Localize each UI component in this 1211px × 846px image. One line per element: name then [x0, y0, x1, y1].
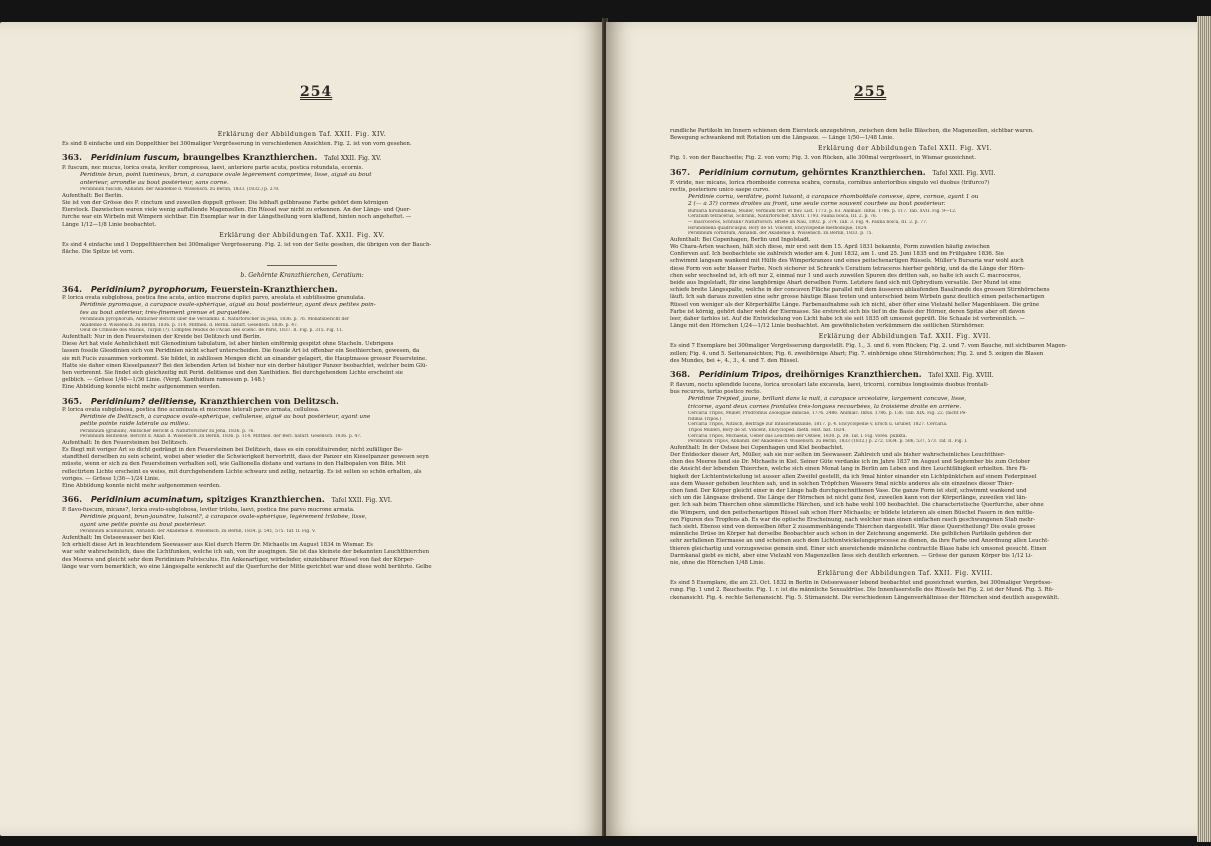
citation: Peridinium cornutum, Abhandl. der Akademie d. Wissensch. zu Berlin, 1833. p. 75. [688, 231, 873, 237]
species-number: 365. [62, 395, 82, 406]
right-page-text [670, 128, 1140, 602]
text-line: war sehr wahrscheinlich, dass die Lichtfunken, welche ich sah, von ihr ausgingen. Sie ist das kleinste der bekannten Leuchtthierchen [62, 549, 430, 556]
text-line: fläche. Die Spitze ist vorn. [62, 249, 135, 256]
text-line: Aufenthalt: Bei Copenhagen, Berlin und Ingolstadt. [670, 236, 811, 243]
left-page-text [62, 128, 542, 571]
figure-caption: Erklärung der Abbildungen Taf. XXII. Fig. XV. [219, 231, 385, 239]
text-line: Eine Abbildung konnte nicht mehr aufgenommen werden. [62, 483, 221, 490]
text-line: hen verbrennt. Sie findet sich gleichzeitig mit Perid. delitiense und den Xanthidien. Bei durchgehendem Lichte erscheint sie [62, 370, 403, 377]
text-line: nie, ohne die Hörnchen 1/48 Linie. [670, 560, 766, 567]
species-heading [62, 395, 542, 407]
french-description: petite pointe raide latérale au milieu. [80, 421, 190, 428]
text-line: Länge mit den Hörnchen 1/24—1/12 Linie beobachtet. Am gewöhnlichsten verkümmern die seitlichen Stirnhörner. [670, 323, 985, 330]
text-line: Fig. 1. von der Bauchseite; Fig. 2. von vorn; Fig. 3. von Rücken, alle 300mal vergrössert, in Wismar gezeichnet. [670, 155, 976, 162]
text-line: Wo Chara-Arten wachsen, hält sich diese, mir erst seit dem 15. April 1831 bekannte, Form zuweilen häufig zwischen [670, 244, 990, 250]
text-line: Es sind 8 einfache und ein Doppelthier bei 300maliger Vergrösserung in verschiedenen Ansichten. Fig. 2. ist von vorn gesehen. [62, 141, 412, 147]
species-name: Peridinium? delitiense, [90, 395, 197, 406]
section-title: b. Gehörnte Kranzthierchen, Ceratium: [240, 272, 364, 280]
french-description: Péridinie de Delitzsch, à carapace ovale-sphérique, cellulense, aiguë au bout postérieur, ayant une [80, 413, 371, 420]
citation: Tripos Mülleri, Bory de St. Vincent, Encycloped. méth. Hist. nat. 1824. [688, 428, 846, 434]
text-line: Aufenthalt: In den Feuersteinen bei Delitzsch. [62, 439, 189, 446]
text-line: schiefe breite Längsspalte, welche in der concaven Fläche parallel mit dem äusseren ablaufenden Basalrande des grossen Stirnhörnchens [670, 287, 1050, 294]
text-line: higkeit der Lichtentwickelung ist ausser allen Zweifel gestellt, da ich 9mal hinter einander ein Lichtpünktchen auf einem Federpinsel [670, 473, 1037, 480]
text-line: lassen fossile Gleodinien sich von Peridinien nicht scharf unterscheiden. Die fossile Art ist offenbar ein Seethierchen, gewesen, da [62, 348, 420, 355]
page-number-left: 254 [300, 84, 333, 100]
text-line: Aufenthalt: Im Ostseewasser bei Kiel. [62, 534, 166, 541]
text-line: ckenansicht. Fig. 4. rechte Seitenansicht. Fig. 5. Stirnansicht. Die verschiedenen Längenverhältnisse der Hörnchen sind deutlich ausgewählt. [670, 594, 1060, 601]
text-line: P. flavo-fuscum, micans?, lorica ovato-subglobosa, leviter triloba, laevi, postica fine parvo mucrone armata. [62, 507, 355, 514]
text-line: Aufenthalt: Nur in den Feuersteinen der Kreide bei Delitzsch und Berlin. [62, 334, 262, 341]
citation: Peridinium delitiense, Bericht d. Akad. d. Wissensch. zu Berlin, 1836. p. 114. Mittheil. der Berl. naturf. Gesellsch. 1836. p. 47. [80, 434, 362, 440]
text-line: beide aus Ingolstadt, für eine langhörnige Abart derselben Form. Letztere fand sich mit Ophrydium versatile. Der Mund ist eine [670, 280, 1022, 287]
text-line: sehr zerfallenen Eiermasse an und scheinen auch dem Lichtentwickelungsprocesse zu dienen, da ihre Farbe und Anordnung allen Leucht- [670, 538, 1050, 545]
text-line: Aufenthalt: In der Ostsee bei Copenhagen und Kiel beobachtet. [670, 444, 844, 451]
french-description: tes au bout antérieur, très-finement grenue et parquettée. [80, 309, 252, 316]
text-line: Darmkanal giebt es nicht, aber eine Vielzahl von Magenzellen liess sich deutlich erkennen. — Grösse der ganzen Körper bis 1/12 Li- [670, 552, 1033, 559]
species-number: 363. [62, 152, 82, 163]
species-heading [62, 493, 542, 507]
species-common-name: braungelbes Kranzthierchen. [182, 152, 318, 163]
text-line: Es sind 5 Exemplare, die am 23. Oct. 1832 in Berlin in Ostseewasser lebend beobachtet und gezeichnet wurden, bei 300maliger Vergrösse- [670, 580, 1053, 587]
citation: Cercaria Tripos, Michaelis, Ueber das Leuchten der Ostsee, 1830. p. 38. Taf. I. Fig. vores. punkta. [688, 433, 907, 439]
citation: Hirundinella quadricuspis, Bory de St. Vincent, Encyclopédie méthodique, 1824. [688, 225, 868, 231]
text-line: reflectirtem Lichte erscheint es weiss, mit durchgehendem Lichte schwarz und zellig, netzartig. Es ist selten so schön erhalten, als [62, 468, 422, 475]
text-line: P. lorica ovata subglobosa, postica fine acuta, antico mucrone duplici parvo, areolata et subtilissime granulata. [62, 295, 366, 302]
species-common-name: dreihörniges Kranzthierchen. [785, 369, 922, 380]
page-number-right: 255 [854, 84, 887, 100]
text-line: Bewegung schwankend mit Rotation um die Längsaxe. — Länge 1/50—1/48 Linie. [670, 135, 895, 142]
text-line: bus recurvis, tertio postico recto. [670, 389, 762, 396]
text-line: fach sieht. Ebenso sind von demselben öfter 2 zusammenhängende Thierchen dargestellt. War diese Querstheilung? Die ovale grosse [670, 524, 1036, 531]
species-number: 366. [62, 494, 82, 505]
text-line: rundliche Partikeln im Innern schienen dem Eierstock anzugehören, zwischen dem helle Bläschen, die Magenzellen, sichtbar waren. [670, 128, 1034, 134]
text-line: Aufenthalt: Bei Berlin. [62, 192, 124, 199]
text-line: ger. Ich sah beim Thierchen ohne sämmtliche Härchen, und ich habe wohl 100 beobachtet. Die characteristische Querfurche, aber ohne [670, 502, 1044, 509]
citation: Akademie d. Wissensch. zu Berlin, 1836. p. 114. Mittheil. d. Berlin. naturf. Gesellsch. 1836. p. 47. [80, 322, 299, 328]
french-description: Péridinie cornu, verdâtre, point luisant, à carapace rhomboïdale convexe, âpre, cornue, ayant 1 ou [688, 194, 979, 201]
text-line: chen fand. Der Körper gleicht einer in der Länge halb durchgeschnittenen Vase. Die ganze Form ist steif, schwimmt wankend und [670, 488, 1027, 495]
citation: Peridinium acuminatum, Abhandl. der Akademie d. Wissensch. zu Berlin, 1834. p. 541, 575. Taf. II. Fig. V. [80, 529, 316, 535]
species-common-name: spitziges Kranzthierchen. [206, 494, 325, 505]
plate-reference: Tafel XXII. Fig. XV. [324, 155, 382, 163]
plate-reference: Tafel XXII. Fig. XVI. [331, 497, 392, 505]
left-page [0, 22, 604, 836]
text-line: Länge 1/12—1/8 Linie beobachtet. [62, 221, 157, 228]
french-description: antérieur, arrondie au bout postérieur, sans corne. [80, 179, 229, 186]
text-line: P. fuscum, nec mucus, lorica ovata, leviter compressa, laevi, anteriore parte acuta, postica rotundata, ecornis. [62, 165, 364, 172]
text-line: schwimmt langsam wankend mit Hülfe des Wimperkranzes und eines peitschenartigen Rüssels. Müller's Bursaria war wohl auch [670, 258, 1024, 265]
citation: — macroceros, Schrank? Naturforsch. Briefe an Nau, 1802. p. 374. Tab. 3. Fig. 4. Fauna boica, III. 2. p. 77. [688, 220, 928, 226]
species-name: Peridinium acuminatum, [90, 494, 204, 505]
text-line: chen des Meeres fand sie Dr. Michaelis in Kiel. Seiner Güte verdanke ich im Jahre 1837 im August und September bis zum October [670, 459, 1031, 466]
text-line: voriges. — Grösse 1/36—1/24 Linie. [62, 475, 160, 482]
text-line: rectis, posteriore unico saepe curvo. [670, 186, 770, 193]
citation: Cercaria Tripos, Nitzsch, Beiträge zur Infusorienkunde, 1817. p. 4. Encyclopédie v. Ersch u. Gruber, 1827. Cercaria. [688, 422, 948, 428]
text-line: gelblich. — Grösse 1/48—1/36 Linie. (Vergl. Xanthidium ramosum p. 148.) [62, 377, 265, 384]
species-common-name: Kranzthierchen von Delitzsch. [199, 395, 339, 406]
citation: Peridinium Tripos, Abhandl. der Akademie d. Wissensch. zu Berlin, 1833 (1832.) p. 272. 1834. p. 506, 537, 573. Taf. II. Fig. I. [688, 439, 968, 445]
french-description: Péridinie Trépied, jaune, brillant dans la nuit, à carapace urcéolaire, largement concave, lisse, [688, 396, 967, 403]
citation: Cercaria Tripos, Müller, Prodromus Zoologiae danicae, 1776. 2486. Animalc. Infus. 1786. p. 136. Tab. XIX. Fig. 22. (nicht Pe- [688, 411, 967, 417]
species-common-name: gehörntes Kranzthierchen. [801, 166, 926, 177]
text-line: ren Figuren des Tropfens ab. Es war die optische Erscheinung, nach welcher man einen einfachen rasch geschwungenen Stab mehr- [670, 516, 1036, 523]
text-line: die Ansicht der lebenden Thierchen, welche sich einen Monat lang in Berlin am Leben und ihre Leuchtfähigkeit erhielten. Ihre Fä- [670, 466, 1028, 473]
species-number: 368. [670, 369, 690, 380]
species-heading [670, 368, 1140, 382]
text-line: standtheil derselben zu sein scheint, wobei aber wieder die Schwierigkeit hervortritt, dass der Panzer ein Kieselpanzer gewesen seyn [62, 454, 429, 461]
section-divider [267, 265, 337, 266]
species-heading [670, 166, 1140, 180]
text-line: aus dem Wasser gehoben leuchten sah, und in solchen Tröpfchen Wassers 9mal nichts anderes als ein einzelnes dieser Thier- [670, 480, 1014, 487]
text-line: Sie ist von der Grösse des P. cinctum und zuweilen doppelt grösser. Die lebhaft gelbbraune Farbe gehört dem körnigen [62, 200, 389, 207]
species-name: Peridinium fuscum, [90, 152, 181, 163]
text-line: müsste, wenn er sich zu den Feuersteinen verhalten soll, wie Gallionella distans und varians in den Halbopalen von Bilin. Mit [62, 461, 406, 468]
page-edges [1197, 16, 1211, 842]
french-description: Péridinie piquant, brun-jaunâtre, luisant?, à carapace ovale-sphérique, légèrement trilobée, lisse, [80, 514, 367, 521]
citation: Bursaria hirundinella, Müller, Vermium terr. et fluv. List. 1773. p. 63. Animalc. Infus. 1786. p. 117. Tab. XVII. Fig. 9—12. [688, 208, 957, 214]
plate-reference: Tafel XXII. Fig. XVIII. [928, 372, 994, 380]
text-line: läuft. Ich sah daraus zuweilen eine sehr grosse häutige Blase treten und unterschied beim Wirbeln ganz deutlich einen peitschenartigen [670, 294, 1045, 301]
text-line: sie mit Fucis zusammen vorkommt. Sie bildet, in zahllosen Mengen dicht an einander gelagert, die Hauptmasse grosser Feuersteine. [62, 355, 427, 362]
species-number: 364. [62, 284, 82, 295]
species-heading [62, 283, 542, 295]
citation: Ceratium tetracerus, Schrank, Naturforscher, XXVII. 1793. Fauna boica, III. 2. p. 76. [688, 214, 878, 220]
text-line: leer, daher farblos ist. Auf die Entwickelung von Licht habe ich sie seit 1835 oft umsonst geprüft. Die Schaale ist verbrennlich. — [670, 316, 1025, 323]
text-line: thieren gleichartig und vorzugsweise gemein sind. Einer sich ansreichende männliche contractile Blase habe ich umsonst gesucht. Einen [670, 545, 1047, 552]
species-name: Peridinium Tripos, [698, 369, 783, 380]
text-line: Es sind 4 einfache und 1 Doppelthierchen bei 300maliger Vergrösserung. Fig. 2. ist von der Seite gesehen, die übrigen von der Bauch- [62, 241, 432, 248]
text-line: rung. Fig. 1 und 2. Bauchseite. Fig. 1. r. ist die männliche Sexualdrüse. Die Innenfaserstelle des Rüssels bei Fig. 2. ist der Mund. Fig. 3. Rü- [670, 587, 1054, 594]
text-line: länge war vorn bemerklich, wo eine Längsspalte senkrecht auf die Querfurche der Mitte gerichtet war und diese wohl berührte. Gelbe [62, 563, 432, 570]
french-description: 2 (— à 3?) cornes droites au front, une seule corne souvent courbée au bout postérieur. [688, 201, 946, 208]
french-description: tricorne, ayant deux cornes frontales très-longues recourbées, la troisième droite en arrière. [688, 403, 962, 410]
text-line: Der Entdecker dieser Art, Müller, sah sie nur selten im Seewasser. Zahlreich und als bisher wahrscheinliches Leuchtthier- [670, 452, 1006, 459]
citation: Peridinium pyrophorum, Amtlicher Bericht über die Versamml. d. Naturforscher zu Jena, 1836. p. 76. Monatsbericht der [80, 317, 350, 323]
citation: Peridinium fuscum, Abhandl. der Akademie d. Wissensch. zu Berlin, 1833. (1832.) p. 270. [80, 187, 280, 193]
species-heading [62, 151, 542, 165]
text-line: Rüssel von weniger als der Körperhälfte Länge. Farbenaufnahme sah ich nicht, aber öfter eine Vielzahl heller Magenblasen. Die grüne [670, 301, 1040, 308]
text-line: chen sehr wechselnd ist, ich oft nur 2, einmal nur 1 und auch zuweilen Spuren des dritten sah, so halte ich auch C. macroceros, [670, 272, 1021, 279]
text-line: Es sind 7 Exemplare bei 300maliger Vergrösserung dargestellt. Fig. 1., 3. und 6. vom Rücken; Fig. 2. und 7. vom Bauche, mit sichtbaren Magen- [670, 343, 1067, 350]
text-line: furche war ein Wirbeln mit Wimpern sichtbar. Ein Exemplar war in der Längstheilung vorn klaffend, hinten noch angeheftet. — [62, 214, 412, 221]
text-line: die Wimpern, und den peitschenartigen Rüssel sah schon Herr Michaelis; er bildete letzteren als einen Büschel Fasern in den mittle- [670, 509, 1035, 516]
species-common-name: Feuerstein-Kranzthierchen. [210, 284, 338, 295]
text-line: sich um die Längsaxe drehend. Die Länge der Hörnchen ist nicht ganz fest, zuweilen kann von der Körperlänge, zuweilen viel län- [670, 495, 1027, 502]
text-line: P. flavum, noctu splendide lucens, lorica urceolari late excavata, laevi, tricorni, cornibus longissimis duobus frontali- [670, 382, 989, 389]
plate-reference: Tafel XXII. Fig. XVII. [932, 169, 996, 177]
text-line: des Meeres und gleicht sehr dem Peridinium Pulvisculus. Ein Ankenartiger, wirbelnder, einziehbarer Rüssel von fast der Körper- [62, 556, 415, 563]
text-line: diese Form von sehr blasser Farbe. Noch sicherer ist Schrank's Ceratium tetraceros hierher gehörig, und da die Länge der Hörn- [670, 265, 1025, 272]
species-number: 367. [670, 166, 690, 177]
citation: ridinia Tripos.) [688, 416, 722, 422]
text-line: des Mundes, bei +, 4., 3., 4. und 7. den Rüssel. [670, 357, 799, 364]
text-line: Hatte sie daher einen Kieselpanzer? Bei den lebenden Arten ist bisher nur ein derber häutiger Panzer beobachtet, welcher beim Glü- [62, 362, 428, 369]
text-line: Farbe ist körnig, gehört daher wohl der Eiermasse. Sie erstreckt sich bis tief in die Basis der Hörner, deren Spitze aber oft davon [670, 308, 1025, 315]
text-line: Eine Abbildung konnte nicht mehr aufgenommen werden. [62, 384, 221, 391]
french-description: Péridinie brun, point lumineux, brun, à carapace ovale légèrement comprimée, lisse, aiguë au bout [80, 172, 372, 179]
text-line: Conferven auf. Ich beobachtete sie zahlreich wieder am 4. Juni 1832, am 1. und 25. Juni 1835 und im Frühjahre 1836. Sie [670, 251, 1004, 258]
french-description: Péridinie pyromaque, à carapace ovale-sphérique, aiguë au bout postérieur, ayant deux petites poin- [80, 302, 376, 309]
citation: Peridinium (granum), Amtlicher Bericht d. Naturforscher zu Jena, 1836. p. 76. [80, 428, 255, 434]
text-line: Es fliegt mit voriger Art so dicht gedrängt in den Feuersteinen bei Delitzsch, dass es ein constituirender, nicht zufälliger Be- [62, 447, 403, 454]
species-name: Peridinium? pyrophorum, [90, 284, 208, 295]
citation: Oeuf de Crinoïde des Marais, Turpin (?). Comptes rendus de l'Acad. des scienc. de Paris, 1837. II. Fig. p. 315. Fig. 11. [80, 328, 344, 334]
text-line: Diese Art hat viele Aehnlichkeit mit Glenodinium tabulatum, ist aber hinten einförmig gespitzt ohne Stacheln. Uebrigens [62, 341, 394, 348]
figure-caption: Erklärung der Abbildungen Tafel XXII. Fig. XVI. [818, 145, 992, 153]
french-description: ayant une petite pointe au bout postérieur. [80, 521, 206, 528]
figure-caption: Erklärung der Abbildungen Taf. XXII. Fig. XVII. [818, 333, 992, 341]
figure-caption: Erklärung der Abbildungen Taf. XXII. Fig. XIV. [217, 131, 387, 138]
text-line: zellen; Fig. 4. und 5. Seitenansichten; Fig. 6. zweihörnige Abart; Fig. 7. einhörnige ohne Stirnhörnchen; Fig. 2. und 5. zeigen die Blasen [670, 350, 1044, 357]
text-line: männliche Drüse im Körper hat derselbe Beobachter auch schon in der Zeichnung angemerkt. Die gelblichen Partikeln gehören der [670, 531, 1032, 538]
text-line: Ich erhielt diese Art in leuchtendem Seewasser aus Kiel durch Herrn Dr. Michaelis im August 1834 in Wismar. Es [62, 542, 373, 549]
text-line: P. lorica ovata subglobosa, postica fine acuminata et mucrone laterali parvo armata, cellulosa. [62, 406, 320, 413]
figure-caption: Erklärung der Abbildungen Taf. XXII. Fig. XVIII. [817, 570, 993, 578]
text-line: P. viride, nec micans, lorica rhomboide convexa scabra, cornuta, cornibus anterioribus singulo vel duobus (trifurco?) [670, 179, 990, 186]
species-name: Peridinium cornutum, [698, 166, 800, 177]
text-line: Eierstock. Dazwischen waren viele wenig auffallende Magenzellen. Ein Rüssel war nicht zu erkennen. An der Längs- und Quer- [62, 207, 411, 214]
right-page [606, 22, 1198, 836]
